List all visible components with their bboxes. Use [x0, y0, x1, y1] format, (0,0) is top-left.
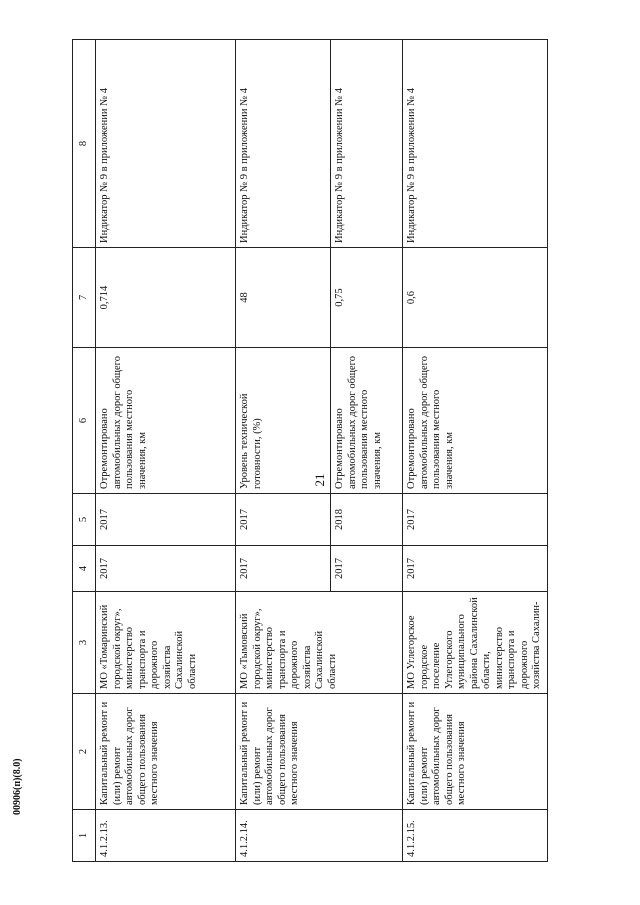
page-number: 21: [312, 473, 327, 487]
measure-cell: Капитальный ремонт и (или) ремонт автомобильных дорог общего пользования местного значения: [236, 694, 403, 810]
col-header-3: 3: [73, 592, 96, 694]
start-year-cell: 2017: [236, 546, 331, 592]
document-code: 00906(п)(8.0): [12, 758, 23, 815]
program-table: [72, 39, 548, 862]
value-cell: 48: [236, 248, 331, 348]
table-row: [96, 40, 236, 862]
table-row: [236, 40, 331, 862]
table-row: [403, 40, 548, 862]
row-number: 4.1.2.13.: [96, 810, 236, 862]
indicator-cell: Отремонтировано автомобильных дорог общего пользования местного значения, км: [96, 348, 236, 494]
indicator-cell: Отремонтировано автомобильных дорог общего пользования местного значения, км: [403, 348, 548, 494]
indicator-link-cell: Индикатор № 9 в приложении № 4: [403, 40, 548, 248]
col-header-7: 7: [73, 248, 96, 348]
col-header-2: 2: [73, 694, 96, 810]
start-year-cell: 2017: [403, 546, 548, 592]
value-cell: 0,714: [96, 248, 236, 348]
header-row: [73, 40, 96, 862]
start-year-cell: 2017: [96, 546, 236, 592]
measure-cell: Капитальный ремонт и (или) ремонт автомобильных дорог общего пользования местного значения: [96, 694, 236, 810]
program-table-container: [72, 40, 540, 862]
col-header-8: 8: [73, 40, 96, 248]
col-header-5: 5: [73, 494, 96, 546]
indicator-link-cell: Индикатор № 9 в приложении № 4: [96, 40, 236, 248]
executor-cell: МО «Тымовский городской округ», министерство транспорта и дорожного хозяйства Сахалинской области: [236, 592, 403, 694]
end-year-cell: 2018: [331, 494, 403, 546]
indicator-link-cell: Индикатор № 9 в приложении № 4: [331, 40, 403, 248]
indicator-link-cell: Индикатор № 9 в приложении № 4: [236, 40, 331, 248]
measure-cell: Капитальный ремонт и (или) ремонт автомобильных дорог общего пользования местного значения: [403, 694, 548, 810]
executor-cell: МО «Томаринский городской округ», министерство транспорта и дорожного хозяйства Сахалинской области: [96, 592, 236, 694]
end-year-cell: 2017: [236, 494, 331, 546]
row-number: 4.1.2.14.: [236, 810, 403, 862]
col-header-4: 4: [73, 546, 96, 592]
start-year-cell: 2017: [331, 546, 403, 592]
executor-cell: МО Углегорское городское поселение Углегорского муниципального района Сахалинской области, министерство транспорта и дорожного хозяйства Сахалин-: [403, 592, 548, 694]
col-header-6: 6: [73, 348, 96, 494]
value-cell: 0,6: [403, 248, 548, 348]
indicator-cell: Отремонтировано автомобильных дорог общего пользования местного значения, км: [331, 348, 403, 494]
end-year-cell: 2017: [403, 494, 548, 546]
indicator-cell: Уровень технической готовности, (%): [236, 348, 331, 494]
end-year-cell: 2017: [96, 494, 236, 546]
row-number: 4.1.2.15.: [403, 810, 548, 862]
value-cell: 0,75: [331, 248, 403, 348]
col-header-1: 1: [73, 810, 96, 862]
